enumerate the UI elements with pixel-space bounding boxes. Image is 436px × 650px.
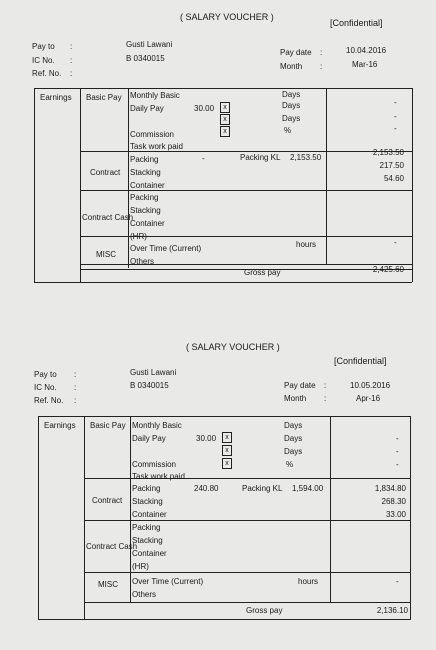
gross-pay-label: Gross pay [246,606,283,615]
packing-amount: 2,153.50 [372,148,404,157]
voucher-title: ( SALARY VOUCHER ) [186,342,280,352]
multiply-box: x [222,432,232,443]
pay-to-label: Pay to [32,42,55,51]
pay-to-value: Gusti Lawani [130,368,177,377]
container-label: Container [130,219,165,228]
colon: : [324,394,327,403]
packing-label: Packing [132,484,161,493]
misc-label: MISC [98,580,118,589]
packing-kl-value: 2,153.50 [290,153,322,162]
commission-label: Commission [132,460,177,469]
stacking-label: Stacking [130,206,161,215]
days-unit: Days [282,114,301,123]
amount-dash: - [394,238,397,247]
overtime-label: Over Time (Current) [130,244,202,253]
daily-rate-value: 30.00 [196,434,217,443]
multiply-box: x [222,445,232,456]
daily-pay-label: Daily Pay [132,434,166,443]
earnings-label: Earnings [40,93,72,102]
packing-amount: 1,834.80 [374,484,406,493]
voucher-title: ( SALARY VOUCHER ) [180,12,274,22]
contract-label: Contract [92,496,123,505]
stacking-label: Stacking [130,168,161,177]
month-label: Month [280,62,303,71]
pay-date-label: Pay date [284,381,316,390]
stacking-amount: 268.30 [381,497,406,506]
month-value: Apr-16 [356,394,381,403]
hr-label: (HR) [130,232,147,241]
days-unit: Days [284,421,303,430]
hours-unit: hours [296,240,317,249]
days-unit: Days [282,90,301,99]
hours-unit: hours [298,577,319,586]
container-amount: 54.60 [383,174,404,183]
amount-dash: - [396,460,399,469]
multiply-box: x [220,114,230,125]
colon: : [74,396,77,405]
contract-cash-label: Contract Cash [82,213,134,222]
ic-no-value: B 0340015 [130,381,169,390]
task-work-label: Task work paid [132,472,185,481]
amount-dash: - [396,577,399,586]
multiply-box: x [220,102,230,113]
colon: : [320,62,323,71]
contract-cash-label: Contract Cash [86,542,138,551]
colon: : [320,48,323,57]
colon: : [324,381,327,390]
ic-no-value: B 0340015 [126,54,165,63]
others-label: Others [132,590,157,599]
amount-dash: - [394,124,397,133]
packing-kl-label: Packing KL [240,153,281,162]
gross-pay-value: 2,136.10 [376,606,408,615]
multiply-box: x [222,458,232,469]
basic-pay-label: Basic Pay [86,93,122,102]
ic-no-label: IC No. [34,383,57,392]
gross-pay-value: 2,425.60 [372,265,404,274]
pay-to-label: Pay to [34,370,57,379]
stacking-label: Stacking [132,536,163,545]
multiply-box: x [220,126,230,137]
colon: : [70,56,73,65]
others-label: Others [130,257,155,266]
stacking-amount: 217.50 [379,161,404,170]
ref-no-label: Ref. No. [34,396,64,405]
percent-unit: % [286,460,294,469]
gross-pay-label: Gross pay [244,268,281,277]
amount-dash: - [396,434,399,443]
confidential-label: [Confidential] [330,18,383,28]
earnings-label: Earnings [44,421,76,430]
days-unit: Days [284,447,303,456]
salary-voucher-1 [0,0,436,320]
daily-rate-value: 30.00 [194,104,215,113]
pay-date-label: Pay date [280,48,312,57]
amount-dash: - [396,447,399,456]
colon: : [70,42,73,51]
task-work-label: Task work paid [130,142,183,151]
confidential-label: [Confidential] [334,356,387,366]
packing-label: Packing [130,193,159,202]
percent-unit: % [284,126,292,135]
container-amount: 33.00 [385,510,406,519]
overtime-label: Over Time (Current) [132,577,204,586]
daily-pay-label: Daily Pay [130,104,164,113]
packing-qty: 240.80 [194,484,219,493]
monthly-basic-label: Monthly Basic [132,421,182,430]
stacking-label: Stacking [132,497,163,506]
monthly-basic-label: Monthly Basic [130,91,180,100]
packing-label: Packing [130,155,159,164]
colon: : [74,370,77,379]
hr-label: (HR) [132,562,149,571]
colon: : [74,383,77,392]
month-label: Month [284,394,307,403]
container-label: Container [132,549,167,558]
commission-label: Commission [130,130,175,139]
pay-date-value: 10.05.2016 [350,381,391,390]
salary-voucher-2 [0,330,436,650]
packing-kl-label: Packing KL [242,484,283,493]
amount-dash: - [394,112,397,121]
days-unit: Days [282,101,301,110]
pay-to-value: Gusti Lawani [126,40,173,49]
container-label: Container [130,181,165,190]
month-value: Mar-16 [352,60,378,69]
ref-no-label: Ref. No. [32,69,62,78]
misc-label: MISC [96,250,116,259]
container-label: Container [132,510,167,519]
basic-pay-label: Basic Pay [90,421,126,430]
packing-qty: - [202,154,205,163]
amount-dash: - [394,98,397,107]
contract-label: Contract [90,168,121,177]
colon: : [70,69,73,78]
days-unit: Days [284,434,303,443]
pay-date-value: 10.04.2016 [346,46,387,55]
ic-no-label: IC No. [32,56,55,65]
packing-label: Packing [132,523,161,532]
packing-kl-value: 1,594.00 [292,484,324,493]
